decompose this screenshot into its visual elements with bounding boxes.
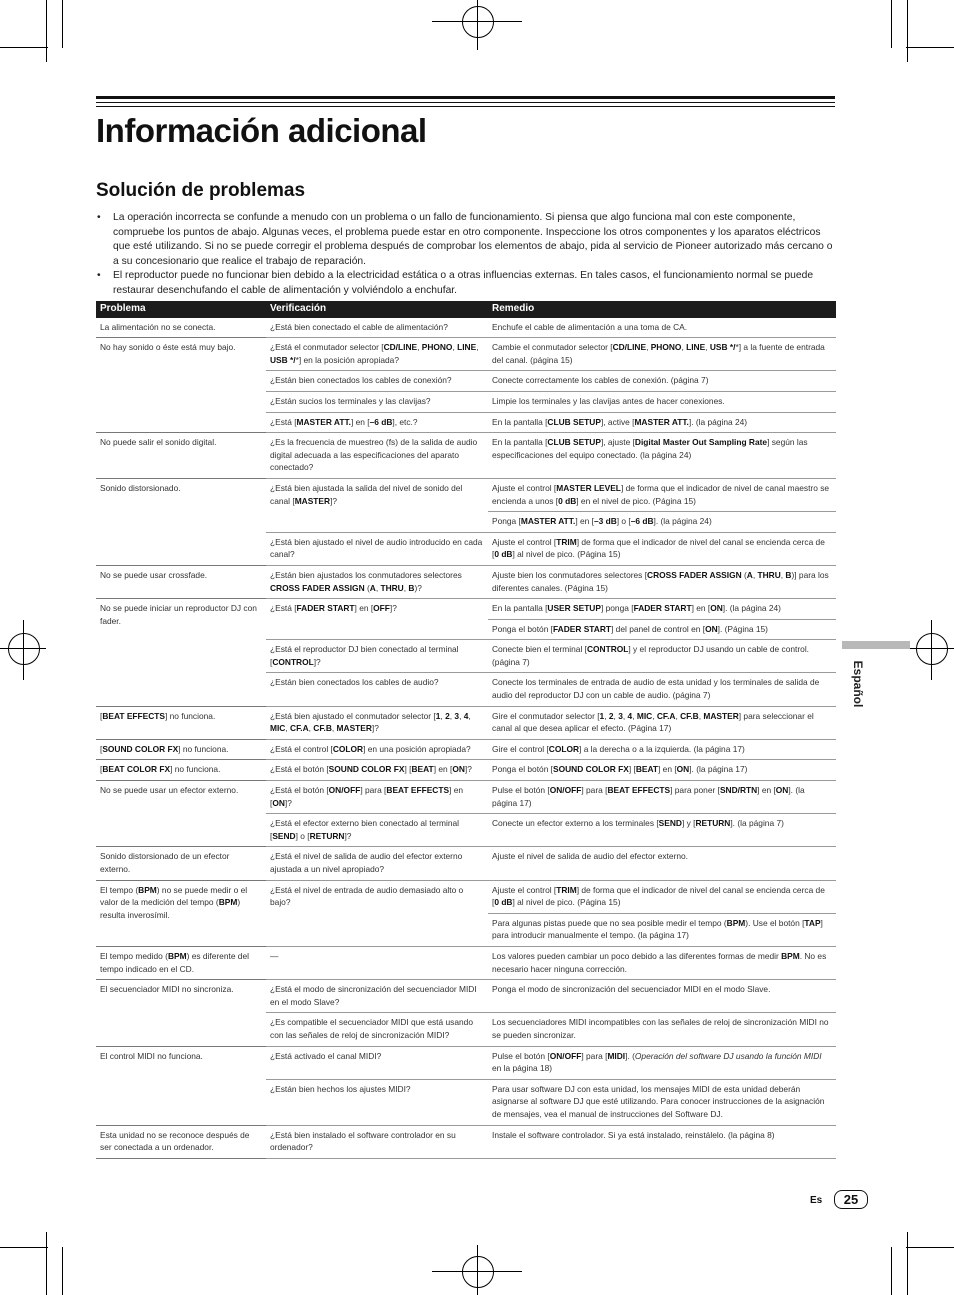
remedy-cell: Pulse el botón [ON/OFF] para [MIDI]. (Operación del software DJ usando la función MIDI en la página 18): [488, 1046, 836, 1079]
remedy-cell: Ponga el botón [FADER START] del panel de control en [ON]. (Página 15): [488, 619, 836, 640]
remedy-cell: Los valores pueden cambiar un poco debido a las diferentes formas de medir BPM. No es necesario hacer ninguna corrección.: [488, 946, 836, 979]
intro-bullets: [96, 211, 836, 298]
table-row: [96, 739, 836, 760]
check-cell: ¿Están bien hechos los ajustes MIDI?: [266, 1079, 488, 1125]
remedy-cell: Ponga el botón [SOUND COLOR FX] [BEAT] en [ON]. (la página 17): [488, 760, 836, 781]
table-row: [96, 1046, 836, 1079]
remedy-cell: Gire el control [COLOR] a la derecha o a la izquierda. (la página 17): [488, 739, 836, 760]
remedy-cell: Ajuste el control [MASTER LEVEL] de forma que el indicador de nivel de canal maestro se encienda a unos [0 dB] en el nivel de pico. (Página 15): [488, 478, 836, 511]
remedy-cell: Instale el software controlador. Si ya está instalado, reinstálelo. (la página 8): [488, 1125, 836, 1158]
table-row: [96, 706, 836, 739]
check-cell: ¿Está el control [COLOR] en una posición apropiada?: [266, 739, 488, 760]
remedy-cell: Ponga [MASTER ATT.] en [–3 dB] o [–6 dB]. (la página 24): [488, 512, 836, 533]
table-row: [96, 433, 836, 479]
table-row: [96, 1125, 836, 1158]
header-problema: Problema: [96, 301, 266, 318]
remedy-cell: Ajuste el nivel de salida de audio del efector externo.: [488, 847, 836, 880]
check-cell: ¿Está [MASTER ATT.] en [–6 dB], etc.?: [266, 412, 488, 433]
header-rule-thick: [96, 96, 835, 99]
check-cell: —: [266, 946, 488, 979]
check-cell: ¿Es compatible el secuenciador MIDI que está usando con las señales de reloj de sincronización MIDI?: [266, 1013, 488, 1046]
remedy-cell: Conecte los terminales de entrada de audio de esta unidad y los terminales de salida de audio del reproductor DJ con un cable de audio. (página 7): [488, 673, 836, 706]
check-cell: ¿Está el botón [SOUND COLOR FX] [BEAT] en [ON]?: [266, 760, 488, 781]
remedy-cell: Enchufe el cable de alimentación a una toma de CA.: [488, 318, 836, 338]
page-title: Información adicional: [96, 112, 427, 149]
problem-cell: No se puede iniciar un reproductor DJ con fader.: [96, 599, 266, 707]
remedy-cell: En la pantalla [USER SETUP] ponga [FADER START] en [ON]. (la página 24): [488, 599, 836, 620]
header-verificacion: Verificación: [266, 301, 488, 318]
table-row: [96, 338, 836, 371]
table-row: [96, 318, 836, 338]
problem-cell: No hay sonido o éste está muy bajo.: [96, 338, 266, 433]
check-cell: ¿Están bien ajustados los conmutadores selectores CROSS FADER ASSIGN (A, THRU, B)?: [266, 565, 488, 598]
table-header-row: [96, 301, 836, 318]
problem-cell: La alimentación no se conecta.: [96, 318, 266, 338]
problem-cell: No se puede usar un efector externo.: [96, 781, 266, 847]
section-title: Solución de problemas: [96, 180, 306, 201]
table-row: [96, 781, 836, 814]
table-row: [96, 565, 836, 598]
remedy-cell: Gire el conmutador selector [1, 2, 3, 4, MIC, CF.A, CF.B, MASTER] para seleccionar el canal al que desea aplicar el efecto. (Página 17): [488, 706, 836, 739]
problem-cell: Esta unidad no se reconoce después de ser conectada a un ordenador.: [96, 1125, 266, 1158]
page-number: 25: [834, 1190, 868, 1209]
check-cell: ¿Está bien conectado el cable de alimentación?: [266, 318, 488, 338]
side-tab-label: [850, 655, 866, 715]
problem-cell: No puede salir el sonido digital.: [96, 433, 266, 479]
side-tab-bar: [842, 641, 910, 649]
check-cell: ¿Está el conmutador selector [CD/LINE, PHONO, LINE, USB */*] en la posición apropiada?: [266, 338, 488, 371]
remedy-cell: Ajuste el control [TRIM] de forma que el indicador de nivel del canal se encienda cerca de [0 dB] al nivel de pico. (Página 15): [488, 880, 836, 913]
check-cell: ¿Está [FADER START] en [OFF]?: [266, 599, 488, 640]
problem-cell: Sonido distorsionado.: [96, 478, 266, 565]
check-cell: ¿Está activado el canal MIDI?: [266, 1046, 488, 1079]
troubleshooting-table: [96, 301, 836, 1159]
table-row: [96, 847, 836, 880]
table-row: [96, 760, 836, 781]
remedy-cell: Los secuenciadores MIDI incompatibles con las señales de reloj de sincronización MIDI no se pueden sincronizar.: [488, 1013, 836, 1046]
table-row: [96, 946, 836, 979]
check-cell: ¿Está el modo de sincronización del secuenciador MIDI en el modo Slave?: [266, 980, 488, 1013]
remedy-cell: En la pantalla [CLUB SETUP], ajuste [Digital Master Out Sampling Rate] según las especificaciones del equipo conectado. (la página 24): [488, 433, 836, 479]
check-cell: ¿Es la frecuencia de muestreo (fs) de la salida de audio digital adecuada a las especificaciones del aparato conectado?: [266, 433, 488, 479]
table-row: [96, 599, 836, 620]
remedy-cell: Pulse el botón [ON/OFF] para [BEAT EFFECTS] para poner [SND/RTN] en [ON]. (la página 17): [488, 781, 836, 814]
table-row: [96, 980, 836, 1013]
problem-cell: No se puede usar crossfade.: [96, 565, 266, 598]
check-cell: ¿Está el nivel de entrada de audio demasiado alto o bajo?: [266, 880, 488, 946]
remedy-cell: Conecte correctamente los cables de conexión. (página 7): [488, 371, 836, 392]
remedy-cell: Cambie el conmutador selector [CD/LINE, PHONO, LINE, USB */*] a la fuente de entrada del canal. (página 15): [488, 338, 836, 371]
check-cell: ¿Están sucios los terminales y las clavijas?: [266, 391, 488, 412]
remedy-cell: Conecte bien el terminal [CONTROL] y el reproductor DJ usando un cable de control. (página 7): [488, 640, 836, 673]
header-rule-thin-2: [96, 106, 835, 107]
check-cell: ¿Está el reproductor DJ bien conectado al terminal [CONTROL]?: [266, 640, 488, 673]
table-body: [96, 318, 836, 1159]
remedy-cell: Ajuste bien los conmutadores selectores [CROSS FADER ASSIGN (A, THRU, B)] para los diferentes canales. (Página 15): [488, 565, 836, 598]
header-rule-thin-1: [96, 102, 835, 103]
remedy-cell: Limpie los terminales y las clavijas antes de hacer conexiones.: [488, 391, 836, 412]
problem-cell: [BEAT COLOR FX] no funciona.: [96, 760, 266, 781]
check-cell: ¿Está el botón [ON/OFF] para [BEAT EFFECTS] en [ON]?: [266, 781, 488, 814]
check-cell: ¿Está bien ajustado el nivel de audio introducido en cada canal?: [266, 532, 488, 565]
problem-cell: El tempo (BPM) no se puede medir o el valor de la medición del tempo (BPM) resulta inverosímil.: [96, 880, 266, 946]
problem-cell: Sonido distorsionado de un efector externo.: [96, 847, 266, 880]
header-remedio: Remedio: [488, 301, 836, 318]
remedy-cell: Ajuste el control [TRIM] de forma que el indicador de nivel del canal se encienda cerca de [0 dB] al nivel de pico. (Página 15): [488, 532, 836, 565]
side-tab-text: Español: [851, 660, 865, 708]
remedy-cell: Conecte un efector externo a los terminales [SEND] y [RETURN]. (la página 7): [488, 814, 836, 847]
check-cell: ¿Están bien conectados los cables de audio?: [266, 673, 488, 706]
check-cell: ¿Está bien instalado el software controlador en su ordenador?: [266, 1125, 488, 1158]
problem-cell: El secuenciador MIDI no sincroniza.: [96, 980, 266, 1046]
check-cell: ¿Están bien conectados los cables de conexión?: [266, 371, 488, 392]
remedy-cell: En la pantalla [CLUB SETUP], active [MASTER ATT.]. (la página 24): [488, 412, 836, 433]
table-row: [96, 880, 836, 913]
remedy-cell: Para usar software DJ con esta unidad, los mensajes MIDI de esta unidad deberán asignarse al software DJ que esté utilizando. Para conocer instrucciones de la asignación de mensajes, vea el manual de instrucciones del Software DJ.: [488, 1079, 836, 1125]
check-cell: ¿Está el efector externo bien conectado al terminal [SEND] o [RETURN]?: [266, 814, 488, 847]
problem-cell: El tempo medido (BPM) es diferente del tempo indicado en el CD.: [96, 946, 266, 979]
language-code: Es: [810, 1195, 823, 1206]
bullet-item: • La operación incorrecta se confunde a menudo con un problema o un fallo de funcionamiento. Si piensa que algo funciona mal con este componente, compruebe los puntos de abajo. Algunas veces, el problema puede estar en otro componente. Inspeccione los otros componentes y los aparatos eléctricos que esté utilizando. Si no se puede corregir el problema después de comprobar los elementos de abajo, pida al servicio de Pioneer autorizado más cercano o a su concesionario que realice el trabajo de reparación.: [96, 211, 836, 269]
remedy-cell: Ponga el modo de sincronización del secuenciador MIDI en el modo Slave.: [488, 980, 836, 1013]
problem-cell: [SOUND COLOR FX] no funciona.: [96, 739, 266, 760]
problem-cell: El control MIDI no funciona.: [96, 1046, 266, 1125]
check-cell: ¿Está el nivel de salida de audio del efector externo ajustada a un nivel apropiado?: [266, 847, 488, 880]
check-cell: ¿Está bien ajustado el conmutador selector [1, 2, 3, 4, MIC, CF.A, CF.B, MASTER]?: [266, 706, 488, 739]
problem-cell: [BEAT EFFECTS] no funciona.: [96, 706, 266, 739]
remedy-cell: Para algunas pistas puede que no sea posible medir el tempo (BPM). Use el botón [TAP] para introducir manualmente el tempo. (la página 17): [488, 913, 836, 946]
table-row: [96, 478, 836, 511]
check-cell: ¿Está bien ajustada la salida del nivel de sonido del canal [MASTER]?: [266, 478, 488, 532]
bullet-item: • El reproductor puede no funcionar bien debido a la electricidad estática o a otras influencias externas. En tales casos, el funcionamiento normal se puede restaurar desenchufando el cable de alimentación y volviéndolo a enchufar.: [96, 269, 836, 298]
